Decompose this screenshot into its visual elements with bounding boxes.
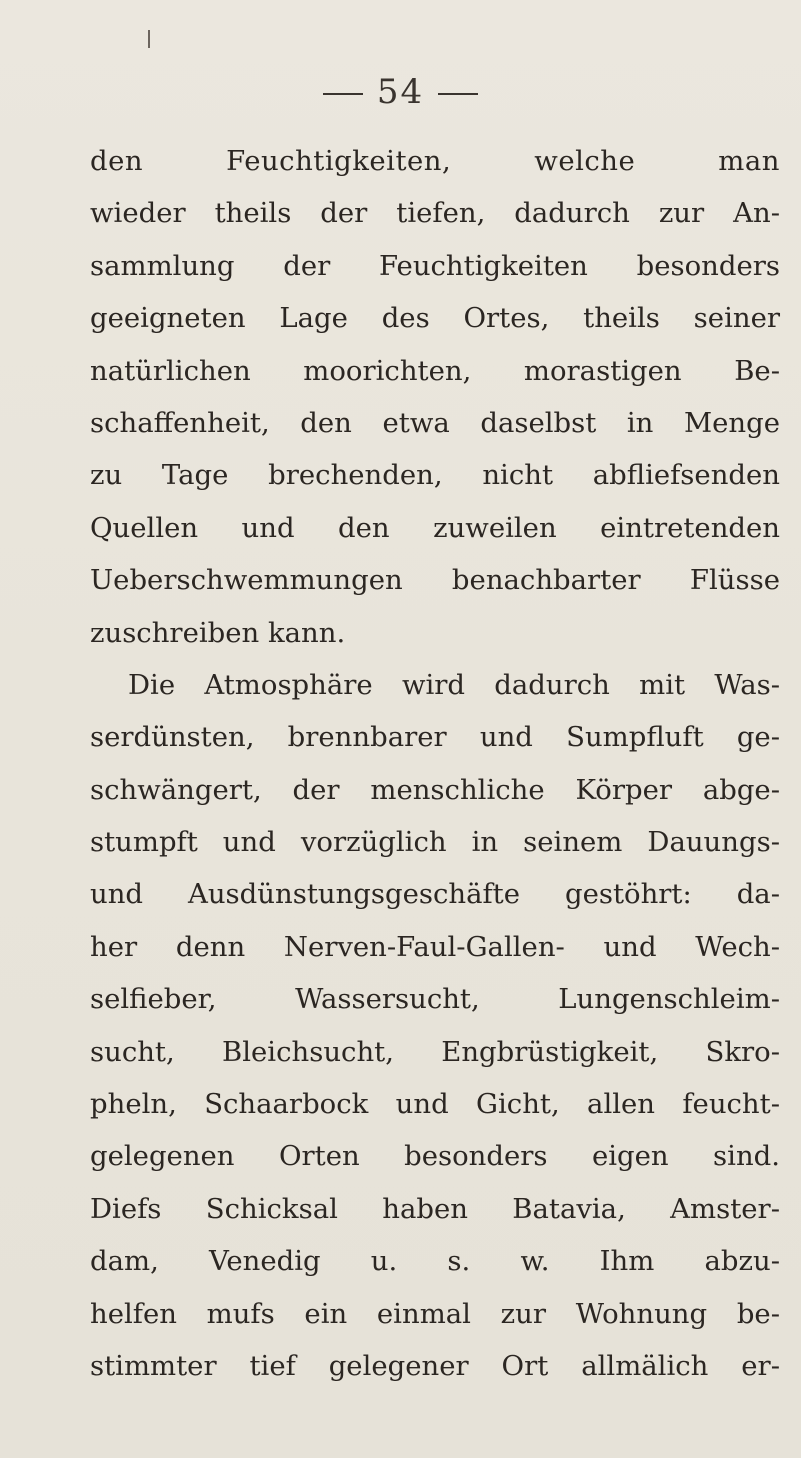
text-line: Diefs Schicksal haben Batavia, Amster- [90,1192,780,1225]
text-line: zu Tage brechenden, nicht abfliefsenden [90,459,780,492]
text-line: stumpft und vorzüglich in seinem Dauungs- [90,826,780,859]
text-line: wieder theils der tiefen, dadurch zur An- [90,197,780,230]
text-line: schaffenheit, den etwa daselbst in Menge [90,406,780,439]
text-line: Quellen und den zuweilen eintretenden [90,511,780,544]
text-line: gelegenen Orten besonders eigen sind. [90,1140,780,1173]
left-dash [323,93,363,95]
text-line: den Feuchtigkeiten, welche man [90,145,780,177]
page-number: 54 [376,72,425,112]
text-line: Ueberschwemmungen benachbarter Flüsse [90,564,780,597]
text-line: stimmter tief gelegener Ort allmälich er- [90,1349,780,1382]
text-line: zuschreiben kann. [90,616,346,649]
text-line: natürlichen moorichten, morastigen Be- [90,354,780,387]
body-text [90,135,780,1392]
text-line: schwängert, der menschliche Körper abge- [90,773,780,806]
text-line: geeigneten Lage des Ortes, theils seiner [90,302,780,335]
page-number-header [0,72,801,112]
text-line: dam, Venedig u. s. w. Ihm abzu- [90,1245,780,1278]
text-line: sucht, Bleichsucht, Engbrüstigkeit, Skro- [90,1035,780,1068]
text-line: helfen mufs ein einmal zur Wohnung be- [90,1297,780,1330]
text-line: her denn Nerven-Faul-Gallen- und Wech- [90,930,780,963]
text-line: sammlung der Feuchtigkeiten besonders [90,249,780,282]
ink-mark [148,30,150,48]
text-line: und Ausdünstungsgeschäfte gestöhrt: da- [90,878,780,911]
text-line: serdünsten, brennbarer und Sumpfluft ge- [90,721,780,754]
text-line: Die Atmosphäre wird dadurch mit Was- [128,668,780,701]
text-line: selfieber, Wassersucht, Lungenschleim- [90,983,780,1016]
text-line: pheln, Schaarbock und Gicht, allen feucht- [90,1088,780,1121]
right-dash [438,93,478,95]
